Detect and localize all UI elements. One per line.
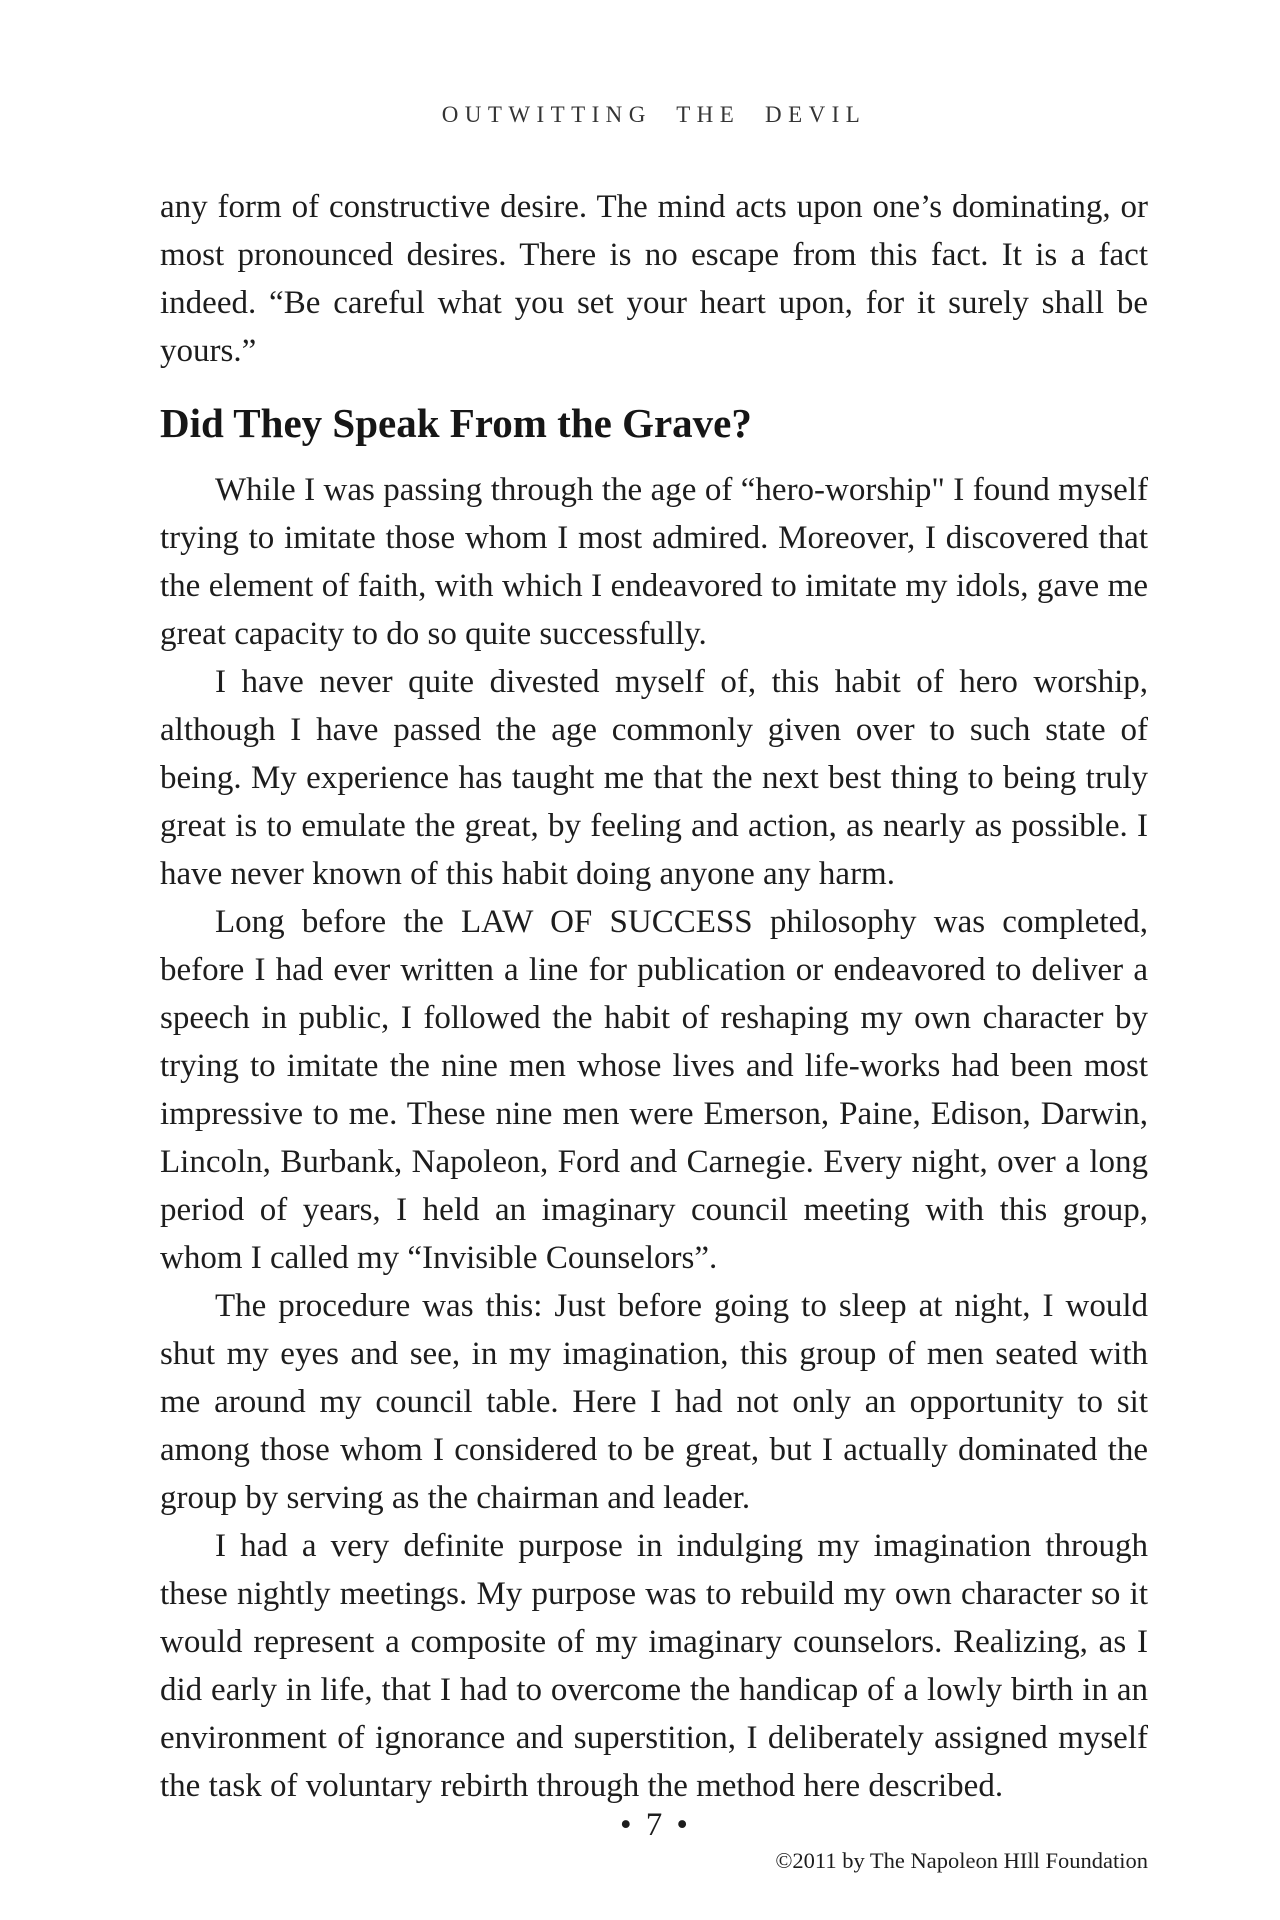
body-paragraph: I have never quite divested myself of, this habit of hero worship, although I have passed the age commonly given over to such state of being. My experience has taught me that the next best thing to being truly great is to emulate the great, by feeling and action, as nearly as possible. I have never known of this habit doing anyone any harm. [160,664,1148,892]
running-header: OUTWITTING THE DEVIL [441,102,867,127]
page-number: • 7 • [620,1807,688,1843]
body-paragraph: While I was passing through the age of “hero-worship" I found myself trying to imitate those whom I most admired. Moreover, I discovered that the element of faith, with which I endeavored to imitate my idols, gave me great capacity to do so quite successfully. [160,472,1148,652]
text-column [160,183,1148,1810]
body-paragraph: I had a very definite purpose in indulging my imagination through these nightly meetings. My purpose was to rebuild my own character so it would represent a composite of my imaginary counselors. Realizing, as I did early in life, that I had to overcome the handicap of a lowly birth in an environment of ignorance and superstition, I deliberately assigned myself the task of voluntary rebirth through the method here described. [160,1528,1148,1804]
section-heading: Did They Speak From the Grave? [160,400,752,446]
body-paragraph: The procedure was this: Just before going to sleep at night, I would shut my eyes and see, in my imagination, this group of men seated with me around my council table. Here I had not only an opportunity to sit among those whom I considered to be great, but I actually dominated the group by serving as the chairman and leader. [160,1288,1148,1516]
copyright-notice: ©2011 by The Napoleon HIll Foundation [775,1848,1148,1873]
body-paragraph: any form of constructive desire. The mind acts upon one’s dominating, or most pronounced desires. There is no escape from this fact. It is a fact indeed. “Be careful what you set your heart upon, for it surely shall be yours.” [160,189,1148,369]
body-paragraph: Long before the LAW OF SUCCESS philosophy was completed, before I had ever written a line for publication or endeavored to deliver a speech in public, I followed the habit of reshaping my own character by trying to imitate the nine men whose lives and life-works had been most impressive to me. These nine men were Emerson, Paine, Edison, Darwin, Lincoln, Burbank, Napoleon, Ford and Carnegie. Every night, over a long period of years, I held an imaginary council meeting with this group, whom I called my “Invisible Counselors”. [160,904,1148,1276]
